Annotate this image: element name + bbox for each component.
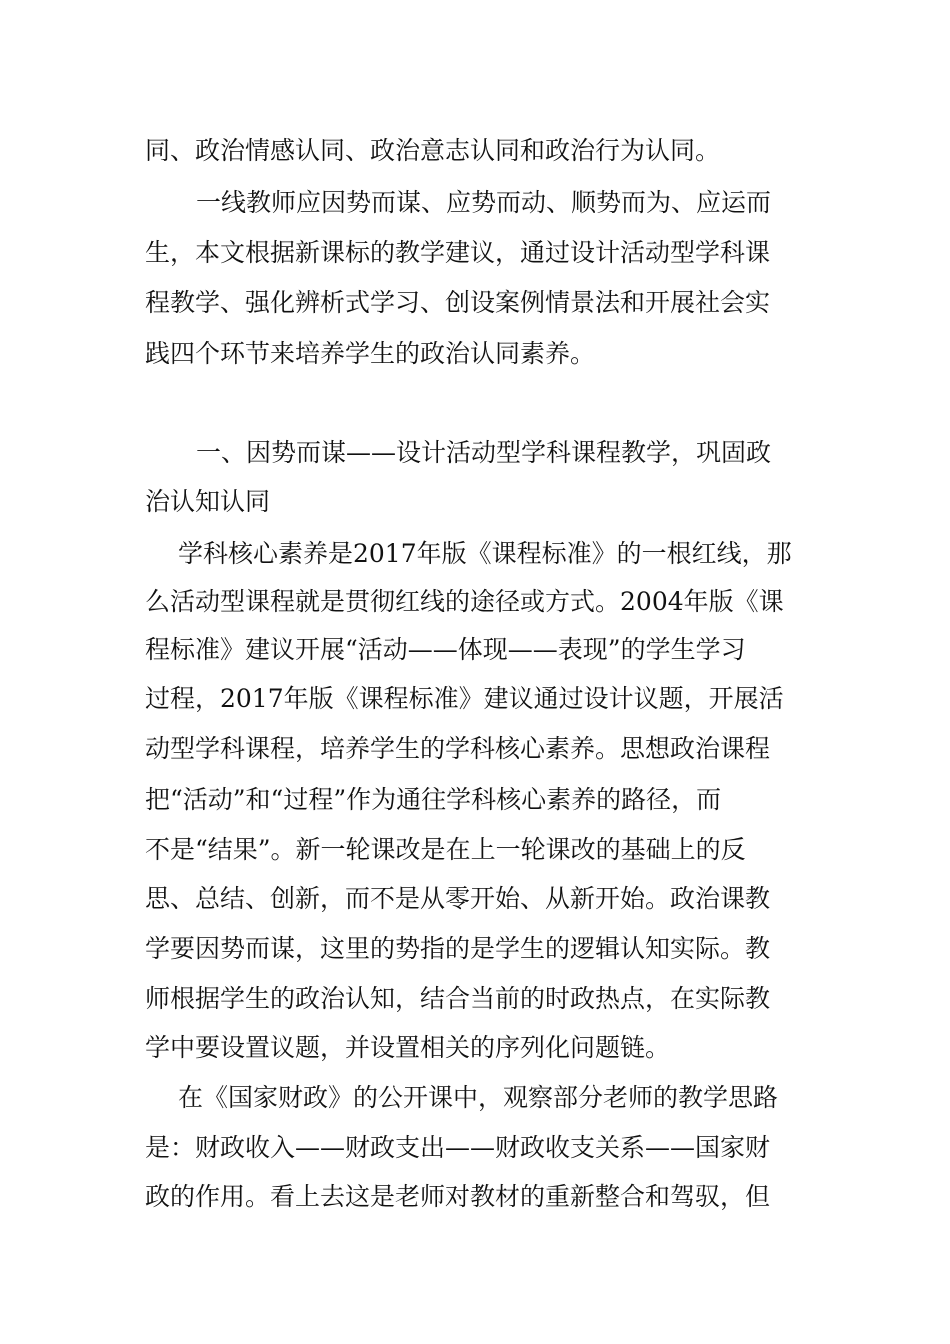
text-line: 思、总结、创新，而不是从零开始、从新开始。政治课教 [145,884,771,913]
section-heading: 一、因势而谋——设计活动型学科课程教学，巩固政 [196,438,772,467]
text-line: 学科核心素养是2017年版《课程标准》的一根红线，那 [178,539,792,568]
text-line: 动型学科课程，培养学生的学科核心素养。思想政治课程 [145,734,771,763]
text-line: 么活动型课程就是贯彻红线的途径或方式。2004年版《课 [145,587,784,616]
section-heading: 治认知认同 [145,487,271,516]
text-line: 一线教师应因势而谋、应势而动、顺势而为、应运而 [196,188,772,217]
text-line: 生，本文根据新课标的教学建议，通过设计活动型学科课 [145,238,771,267]
text-line: 同、政治情感认同、政治意志认同和政治行为认同。 [145,136,721,165]
text-line: 程教学、强化辨析式学习、创设案例情景法和开展社会实 [145,288,771,317]
text-line: 过程，2017年版《课程标准》建议通过设计议题，开展活 [145,684,784,713]
text-line: 学中要设置议题，并设置相关的序列化问题链。 [145,1033,671,1062]
text-line: 师根据学生的政治认知，结合当前的时政热点，在实际教 [145,984,771,1013]
text-line: 践四个环节来培养学生的政治认同素养。 [145,339,596,368]
text-line: 在《国家财政》的公开课中，观察部分老师的教学思路 [178,1083,779,1112]
text-line: 是：财政收入——财政支出——财政收支关系——国家财 [145,1133,771,1162]
text-line: 学要因势而谋，这里的势指的是学生的逻辑认知实际。教 [145,934,771,963]
text-line: 程标准》建议开展“活动——体现——表现”的学生学习 [145,635,746,664]
text-line: 把“活动”和“过程”作为通往学科核心素养的路径，而 [145,785,722,814]
text-line: 不是“结果”。新一轮课改是在上一轮课改的基础上的反 [145,835,746,864]
text-line: 政的作用。看上去这是老师对教材的重新整合和驾驭，但 [145,1182,771,1211]
